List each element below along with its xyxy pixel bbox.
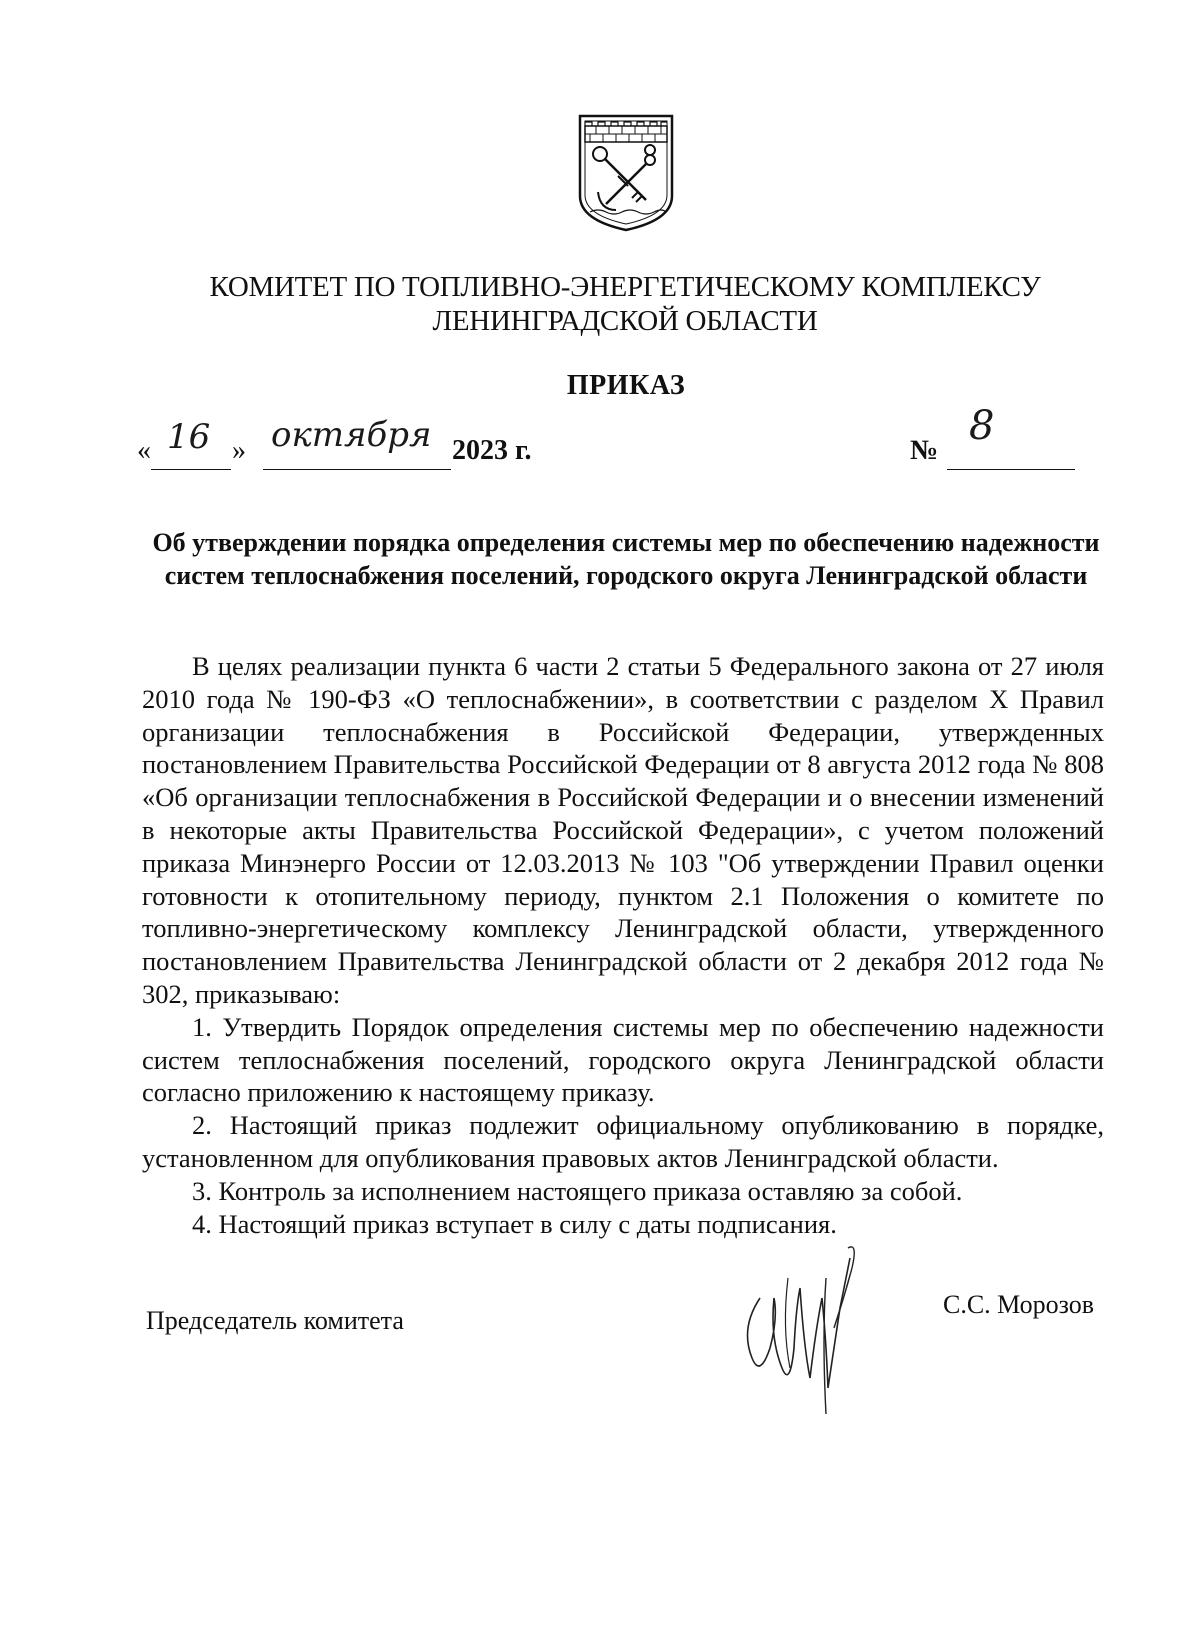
org-line-1: КОМИТЕТ ПО ТОПЛИВНО-ЭНЕРГЕТИЧЕСКОМУ КОМПЛЕКСУ [209,271,1041,303]
org-line-2: ЛЕНИНГРАДСКОЙ ОБЛАСТИ [432,305,818,337]
open-quote: « [137,435,151,466]
signatory-position: Председатель комитета [146,1306,404,1335]
date-number-row [137,403,1077,473]
number-underline [947,439,1075,470]
order-item-4: 4. Настоящий приказ вступает в силу с даты подписания. [192,1208,837,1239]
day-handwritten: 16 [167,417,211,457]
document-body [142,650,1104,1240]
close-quote: » [232,435,246,466]
order-item-3: 3. Контроль за исполнением настоящего приказа оставляю за собой. [192,1175,963,1206]
number-handwritten: 8 [969,403,995,449]
preamble-paragraph: В целях реализации пункта 6 части 2 статьи 5 Федерального закона от 27 июля 2010 года № 190-ФЗ «О теплоснабжении», в соответствии с разделом X Правил организации теплоснабжения в Российской Федерации, утвержденных постановлением Правительства Российской Федерации от 8 августа 2012 года № 808 «Об организации теплоснабжения в Российской Федерации и о внесении изменений в некоторые акты Правительства Российской Федерации», с учетом положений приказа Минэнерго России от 12.03.2013 № 103 "Об утверждении Правил оценки готовности к отопительному периоду, пунктом 2.1 Положения о комитете по топливно-энергетическому комплексу Ленинградской области, утвержденного постановлением Правительства Ленинградской области от 2 декабря 2012 года № 302, приказываю: [142,651,1104,1009]
organization-name [0,270,1200,338]
order-item-1: 1. Утвердить Порядок определения системы мер по обеспечению надежности систем теплоснабжения поселений, городского округа Ленинградской области согласно приложению к настоящему приказу. [142,1011,1104,1108]
document-subject: Об утверждении порядка определения системы мер по обеспечению надежности систем теплоснабжения поселений, городского округа Ленинградской области [152,528,1100,590]
month-handwritten: октября [271,415,432,455]
coat-of-arms-icon [576,112,676,234]
document-type: ПРИКАЗ [566,370,686,401]
number-sign: № [910,435,939,466]
order-item-2: 2. Настоящий приказ подлежит официальному опубликованию в порядке, установленном для опубликования правовых актов Ленинградской области. [142,1110,1104,1173]
handwritten-signature-icon [730,1238,900,1418]
year-text: 2023 г. [452,435,532,466]
signatory-name: С.С. Морозов [943,1290,1095,1319]
